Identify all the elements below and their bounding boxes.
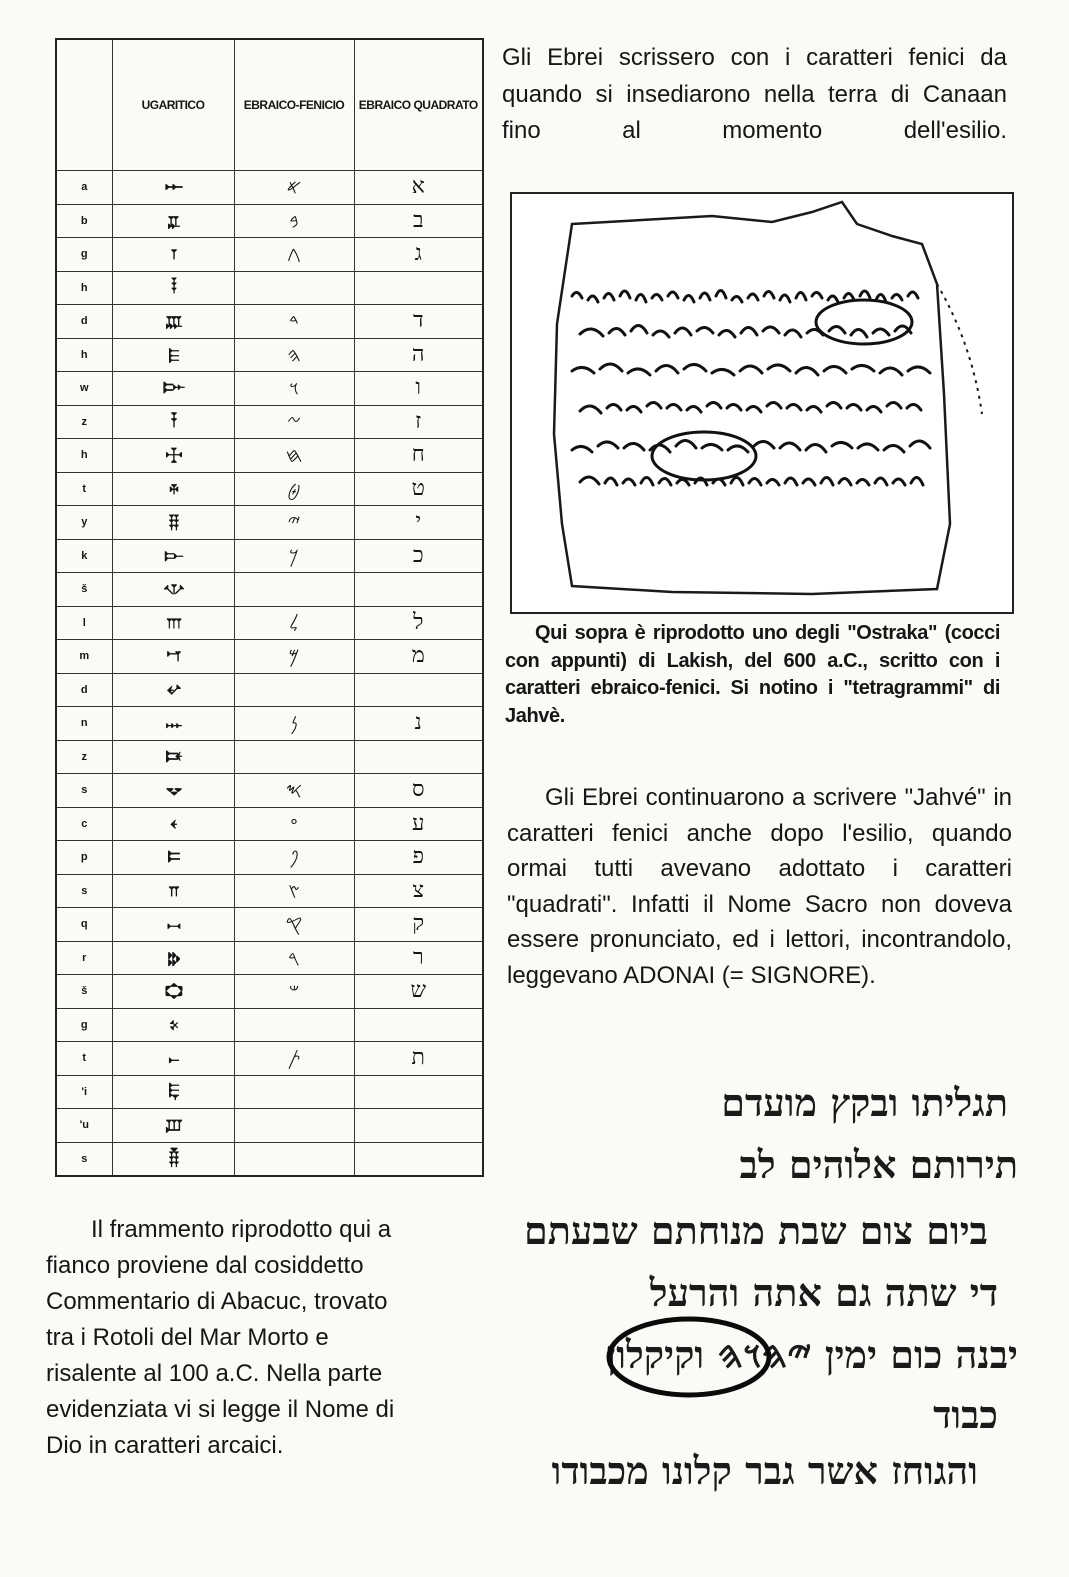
- square-hebrew-cell: ק: [354, 908, 483, 942]
- ostraca-sherd-outline: [554, 202, 950, 594]
- ink-stroke-line: [580, 402, 921, 413]
- phoenician-cell: [234, 1109, 354, 1143]
- ugaritic-cell: 𐎃: [112, 271, 234, 305]
- table-row: [56, 372, 483, 406]
- square-hebrew-cell: ו: [354, 372, 483, 406]
- scroll-line: תגליתו ובקץ מועדם: [721, 1080, 1008, 1125]
- table-row: [56, 305, 483, 339]
- square-hebrew-cell: ג: [354, 238, 483, 272]
- ugaritic-cell: 𐎎: [112, 640, 234, 674]
- table-row: [56, 807, 483, 841]
- table-row: [56, 338, 483, 372]
- table-row: [56, 204, 483, 238]
- transliteration-cell: z: [56, 740, 112, 774]
- table-row: [56, 506, 483, 540]
- phoenician-cell: 𐤎: [234, 774, 354, 808]
- transliteration-cell: r: [56, 941, 112, 975]
- scroll-line: ביום צום שבת מנוחתם שבעתם: [524, 1208, 988, 1253]
- square-hebrew-cell: כ: [354, 539, 483, 573]
- table-row: [56, 606, 483, 640]
- phoenician-cell: 𐤉: [234, 506, 354, 540]
- table-row: [56, 238, 483, 272]
- ugaritic-cell: 𐎈: [112, 439, 234, 473]
- ugaritic-cell: 𐎆: [112, 372, 234, 406]
- habakkuk-commentary-fragment: [418, 1080, 1018, 1540]
- ugaritic-cell: 𐎛: [112, 1075, 234, 1109]
- transliteration-cell: a: [56, 171, 112, 205]
- ink-stroke-line: [580, 325, 911, 337]
- transliteration-cell: s: [56, 774, 112, 808]
- square-hebrew-cell: ל: [354, 606, 483, 640]
- square-hebrew-cell: ש: [354, 975, 483, 1009]
- ugaritic-cell: 𐎊: [112, 506, 234, 540]
- tetragram-highlight-lower: [652, 432, 756, 480]
- square-hebrew-cell: ה: [354, 338, 483, 372]
- square-hebrew-cell: ר: [354, 941, 483, 975]
- square-hebrew-cell: ב: [354, 204, 483, 238]
- transliteration-cell: l: [56, 606, 112, 640]
- ugaritic-cell: 𐎏: [112, 673, 234, 707]
- phoenician-cell: 𐤐: [234, 841, 354, 875]
- ugaritic-cell: 𐎓: [112, 807, 234, 841]
- alphabet-table: [55, 38, 484, 1177]
- square-hebrew-cell: [354, 740, 483, 774]
- ink-stroke-line: [580, 477, 923, 485]
- table-row: [56, 774, 483, 808]
- ostraca-illustration: [510, 192, 1014, 614]
- square-hebrew-cell: [354, 573, 483, 607]
- table-row: [56, 472, 483, 506]
- table-row: [56, 908, 483, 942]
- ostraca-drawing: [512, 194, 1012, 612]
- ugaritic-cell: 𐎚: [112, 1042, 234, 1076]
- phoenician-cell: 𐤃: [234, 305, 354, 339]
- transliteration-cell: h: [56, 439, 112, 473]
- transliteration-cell: d: [56, 305, 112, 339]
- table-row: [56, 874, 483, 908]
- ugaritic-cell: 𐎙: [112, 1008, 234, 1042]
- table-header-row: [56, 39, 483, 171]
- transliteration-cell: 'i: [56, 1075, 112, 1109]
- scroll-line: והגוחז אשר גבר קלונו מכבודו: [551, 1448, 978, 1493]
- square-hebrew-cell: ע: [354, 807, 483, 841]
- table-row: [56, 1008, 483, 1042]
- transliteration-cell: q: [56, 908, 112, 942]
- ugaritic-cell: 𐎘: [112, 975, 234, 1009]
- ugaritic-cell: 𐎒: [112, 774, 234, 808]
- phoenician-cell: [234, 1008, 354, 1042]
- table-row: [56, 640, 483, 674]
- transliteration-cell: p: [56, 841, 112, 875]
- table-row: [56, 707, 483, 741]
- table-row: [56, 573, 483, 607]
- square-hebrew-cell: [354, 1008, 483, 1042]
- ugaritic-cell: 𐎐: [112, 707, 234, 741]
- divine-name-highlight: [604, 1312, 774, 1402]
- transliteration-cell: m: [56, 640, 112, 674]
- transliteration-cell: z: [56, 405, 112, 439]
- ugaritic-cell: 𐎂: [112, 238, 234, 272]
- transliteration-cell: c: [56, 807, 112, 841]
- table-row: [56, 171, 483, 205]
- phoenician-cell: 𐤏: [234, 807, 354, 841]
- table-row: [56, 841, 483, 875]
- square-hebrew-cell: פ: [354, 841, 483, 875]
- table-row: [56, 941, 483, 975]
- scroll-line: די שתה גם אתה והרעל: [649, 1270, 998, 1315]
- table-row: [56, 539, 483, 573]
- table-row: [56, 740, 483, 774]
- scroll-line: יבנה כום ימין 𐤉𐤄𐤅𐤄 וקיקלון: [606, 1332, 1018, 1377]
- square-hebrew-cell: ז: [354, 405, 483, 439]
- table-row: [56, 405, 483, 439]
- ugaritic-cell: 𐎑: [112, 740, 234, 774]
- header-hebrew-phoenician: EBRAICO-FENICIO: [234, 39, 354, 171]
- ugaritic-cell: 𐎄: [112, 305, 234, 339]
- ugaritic-cell: 𐎍: [112, 606, 234, 640]
- square-hebrew-cell: ט: [354, 472, 483, 506]
- phoenician-cell: [234, 1075, 354, 1109]
- square-hebrew-cell: י: [354, 506, 483, 540]
- transliteration-cell: š: [56, 573, 112, 607]
- phoenician-cell: [234, 573, 354, 607]
- header-transliteration: [56, 39, 112, 171]
- square-hebrew-cell: ח: [354, 439, 483, 473]
- scroll-line: תירותם אלוהים לב: [739, 1142, 1018, 1187]
- phoenician-cell: 𐤄: [234, 338, 354, 372]
- ugaritic-cell: 𐎖: [112, 908, 234, 942]
- phoenician-cell: 𐤍: [234, 707, 354, 741]
- ugaritic-cell: 𐎕: [112, 874, 234, 908]
- exile-paragraph: Gli Ebrei continuarono a scrivere "Jahvé" in caratteri fenici anche dopo l'esilio, quando ormai tutti avevano adottato i caratteri "quadrati". Infatti il Nome Sacro non doveva essere pronunciato, ed i lettori, incontrandolo, leggevano ADONAI (= SIGNORE).: [507, 784, 1012, 989]
- phoenician-cell: 𐤑: [234, 874, 354, 908]
- table-row: [56, 975, 483, 1009]
- square-hebrew-cell: [354, 271, 483, 305]
- transliteration-cell: š: [56, 975, 112, 1009]
- phoenician-cell: 𐤁: [234, 204, 354, 238]
- phoenician-cell: 𐤕: [234, 1042, 354, 1076]
- phoenician-cell: 𐤅: [234, 372, 354, 406]
- transliteration-cell: k: [56, 539, 112, 573]
- ugaritic-cell: 𐎝: [112, 1142, 234, 1176]
- header-ugaritic: UGARITICO: [112, 39, 234, 171]
- tetragram-highlight-upper: [816, 300, 912, 344]
- table-row: [56, 271, 483, 305]
- transliteration-cell: y: [56, 506, 112, 540]
- square-hebrew-cell: נ: [354, 707, 483, 741]
- table-row: [56, 1042, 483, 1076]
- scroll-line: כבוד: [933, 1392, 998, 1437]
- phoenician-cell: [234, 271, 354, 305]
- fragment-paragraph: Il frammento riprodotto qui a fianco proviene dal cosiddetto Commentario di Abacuc, trovato tra i Rotoli del Mar Morto e risalente al 100 a.C. Nella parte evidenziata vi si legge il Nome di Dio in caratteri arcaici.: [46, 1216, 395, 1459]
- transliteration-cell: d: [56, 673, 112, 707]
- phoenician-cell: [234, 1142, 354, 1176]
- square-hebrew-cell: [354, 673, 483, 707]
- transliteration-cell: w: [56, 372, 112, 406]
- ugaritic-cell: 𐎀: [112, 171, 234, 205]
- phoenician-cell: 𐤈: [234, 472, 354, 506]
- phoenician-cell: 𐤀: [234, 171, 354, 205]
- square-hebrew-cell: ד: [354, 305, 483, 339]
- transliteration-cell: t: [56, 472, 112, 506]
- ugaritic-cell: 𐎅: [112, 338, 234, 372]
- transliteration-cell: s: [56, 874, 112, 908]
- phoenician-cell: 𐤔: [234, 975, 354, 1009]
- ugaritic-cell: 𐎋: [112, 539, 234, 573]
- ugaritic-cell: 𐎁: [112, 204, 234, 238]
- phoenician-cell: [234, 740, 354, 774]
- phoenician-cell: 𐤊: [234, 539, 354, 573]
- table-row: [56, 673, 483, 707]
- alphabet-table-body: [56, 171, 483, 1177]
- square-hebrew-cell: ת: [354, 1042, 483, 1076]
- square-hebrew-cell: מ: [354, 640, 483, 674]
- phoenician-cell: 𐤋: [234, 606, 354, 640]
- phoenician-cell: 𐤆: [234, 405, 354, 439]
- square-hebrew-cell: צ: [354, 874, 483, 908]
- phoenician-cell: 𐤒: [234, 908, 354, 942]
- ostraca-caption: Qui sopra è riprodotto uno degli "Ostraka" (cocci con appunti) di Lakish, del 600 a.C., scritto con i caratteri ebraico-fenici. Si notino i "tetragrammi" di Jahvè.: [505, 622, 1000, 727]
- ugaritic-cell: 𐎌: [112, 573, 234, 607]
- transliteration-cell: n: [56, 707, 112, 741]
- intro-paragraph: Gli Ebrei scrissero con i caratteri fenici da quando si insediarono nella terra di Canaan fino al momento dell'esilio.: [502, 44, 1007, 144]
- ostraca-ink-lines: [572, 290, 930, 485]
- table-row: [56, 439, 483, 473]
- square-hebrew-cell: א: [354, 171, 483, 205]
- transliteration-cell: g: [56, 1008, 112, 1042]
- transliteration-cell: h: [56, 271, 112, 305]
- square-hebrew-cell: ס: [354, 774, 483, 808]
- ugaritic-cell: 𐎜: [112, 1109, 234, 1143]
- transliteration-cell: t: [56, 1042, 112, 1076]
- ink-stroke-line: [572, 364, 930, 375]
- phoenician-cell: 𐤇: [234, 439, 354, 473]
- transliteration-cell: b: [56, 204, 112, 238]
- phoenician-cell: [234, 673, 354, 707]
- ugaritic-cell: 𐎉: [112, 472, 234, 506]
- ugaritic-cell: 𐎇: [112, 405, 234, 439]
- transliteration-cell: h: [56, 338, 112, 372]
- phoenician-cell: 𐤂: [234, 238, 354, 272]
- phoenician-cell: 𐤌: [234, 640, 354, 674]
- phoenician-cell: 𐤓: [234, 941, 354, 975]
- header-square-hebrew: EBRAICO QUADRATO: [354, 39, 483, 171]
- transliteration-cell: g: [56, 238, 112, 272]
- transliteration-cell: s: [56, 1142, 112, 1176]
- ugaritic-cell: 𐎗: [112, 941, 234, 975]
- transliteration-cell: 'u: [56, 1109, 112, 1143]
- ugaritic-cell: 𐎔: [112, 841, 234, 875]
